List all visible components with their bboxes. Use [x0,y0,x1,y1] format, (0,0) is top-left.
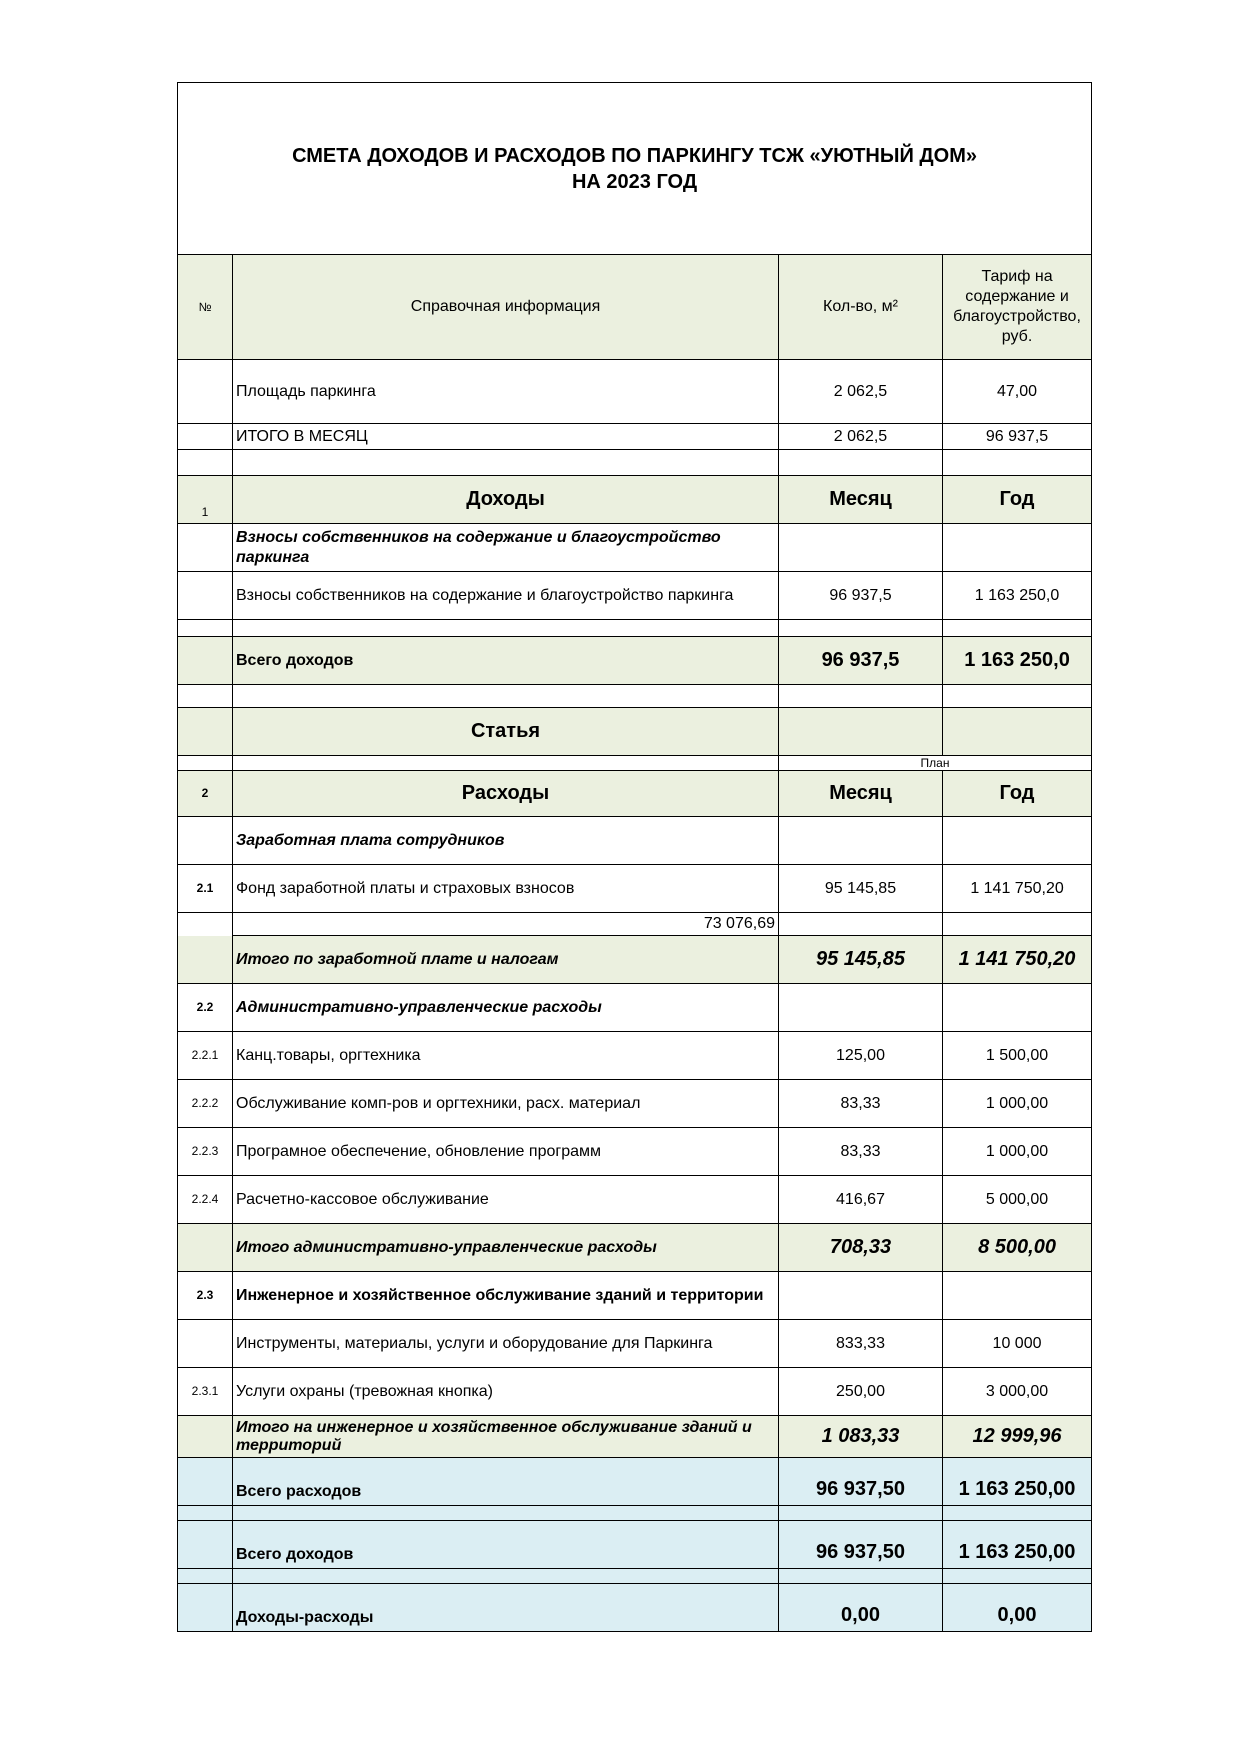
expense-row [178,1128,1092,1176]
title-row [178,83,1092,255]
income-header: Доходы [233,476,779,524]
expense-row [178,1080,1092,1128]
info-row-tariff: 96 937,5 [943,424,1092,450]
income-row-month: 96 937,5 [779,572,943,620]
admin-title-row [178,984,1092,1032]
summary-row [178,1521,1092,1569]
income-total-month: 96 937,5 [779,637,943,685]
info-row-qty: 2 062,5 [779,360,943,424]
summary-label: Всего доходов [233,1521,779,1569]
admin-title: Административно-управленческие расходы [233,984,779,1032]
summary-year: 1 163 250,00 [943,1458,1092,1506]
article-header: Статья [233,708,779,756]
plan-row [178,756,1092,771]
income-group-title-row [178,524,1092,572]
expense-row-no: 2.2.2 [178,1080,233,1128]
expense-row-month: 83,33 [779,1080,943,1128]
admin-total-row [178,1224,1092,1272]
expense-row [178,1032,1092,1080]
spacer-row [178,1506,1092,1521]
expense-row [178,1368,1092,1416]
salary-total-label: Итого по заработной плате и налогам [233,936,779,984]
income-section-no: 1 [178,476,233,524]
income-row [178,572,1092,620]
eng-total-month: 1 083,33 [779,1416,943,1458]
expense-header-row [178,771,1092,817]
spacer-row [178,1569,1092,1584]
expense-row-no: 2.1 [178,865,233,913]
expense-header: Расходы [233,771,779,817]
eng-title-row [178,1272,1092,1320]
expense-row-year: 1 000,00 [943,1080,1092,1128]
admin-section-no: 2.2 [178,984,233,1032]
expense-row-label: Фонд заработной платы и страховых взносов [233,865,779,913]
info-header-label: Справочная информация [233,255,779,360]
salary-total-row [178,936,1092,984]
info-row-label: ИТОГО В МЕСЯЦ [233,424,779,450]
expense-row-month: 95 145,85 [779,865,943,913]
expense-row-year: 5 000,00 [943,1176,1092,1224]
expense-row-no: 2.2.4 [178,1176,233,1224]
salary-title: Заработная плата сотрудников [233,817,779,865]
expense-row-no: 2.2.1 [178,1032,233,1080]
salary-title-row [178,817,1092,865]
title-line-2: НА 2023 ГОД [571,170,698,193]
income-header-row [178,476,1092,524]
eng-total-label: Итого на инженерное и хозяйственное обслуживание зданий и территорий [233,1416,779,1458]
expense-row-label: Расчетно-кассовое обслуживание [233,1176,779,1224]
expense-section-no: 2 [178,771,233,817]
income-row-label: Взносы собственников на содержание и благоустройство паркинга [233,572,779,620]
expense-row [178,865,1092,913]
info-row-label: Площадь паркинга [233,360,779,424]
document-title [178,83,1092,255]
expense-row-month: 833,33 [779,1320,943,1368]
eng-title: Инженерное и хозяйственное обслуживание зданий и территории [233,1272,779,1320]
salary-note-row [178,913,1092,936]
expense-row-year: 1 141 750,20 [943,865,1092,913]
summary-month: 96 937,50 [779,1458,943,1506]
spacer-row [178,685,1092,708]
eng-total-row [178,1416,1092,1458]
plan-label: План [779,756,1092,771]
admin-total-label: Итого административно-управленческие расходы [233,1224,779,1272]
budget-sheet [177,82,1091,1632]
info-row-qty: 2 062,5 [779,424,943,450]
info-row [178,424,1092,450]
salary-total-year: 1 141 750,20 [943,936,1092,984]
info-header-row [178,255,1092,360]
summary-year: 0,00 [943,1584,1092,1632]
income-row-year: 1 163 250,0 [943,572,1092,620]
budget-table [177,82,1092,1632]
salary-total-month: 95 145,85 [779,936,943,984]
expense-row-month: 83,33 [779,1128,943,1176]
summary-label: Всего расходов [233,1458,779,1506]
summary-row [178,1584,1092,1632]
expense-row-year: 1 500,00 [943,1032,1092,1080]
income-total-label: Всего доходов [233,637,779,685]
income-total-row [178,637,1092,685]
income-group-title: Взносы собственников на содержание и благоустройство паркинга [233,524,779,572]
article-header-row [178,708,1092,756]
summary-month: 96 937,50 [779,1521,943,1569]
expense-row-month: 125,00 [779,1032,943,1080]
income-col-month: Месяц [779,476,943,524]
info-row-no [178,360,233,424]
expense-row-label: Канц.товары, оргтехника [233,1032,779,1080]
info-header-no: № [178,255,233,360]
eng-section-no: 2.3 [178,1272,233,1320]
title-line-1: СМЕТА ДОХОДОВ И РАСХОДОВ ПО ПАРКИНГУ ТСЖ «УЮТНЫЙ ДОМ» [292,144,977,167]
expense-col-month: Месяц [779,771,943,817]
spacer-row [178,450,1092,476]
expense-row [178,1320,1092,1368]
eng-total-year: 12 999,96 [943,1416,1092,1458]
spacer-row [178,620,1092,637]
info-row [178,360,1092,424]
expense-row-no: 2.2.3 [178,1128,233,1176]
info-row-tariff: 47,00 [943,360,1092,424]
info-header-tariff: Тариф на содержание и благоустройство, руб. [943,255,1092,360]
info-header-qty: Кол-во, м² [779,255,943,360]
summary-year: 1 163 250,00 [943,1521,1092,1569]
admin-total-month: 708,33 [779,1224,943,1272]
salary-note-value: 73 076,69 [233,913,779,936]
expense-row-year: 1 000,00 [943,1128,1092,1176]
admin-total-year: 8 500,00 [943,1224,1092,1272]
summary-label: Доходы-расходы [233,1584,779,1632]
expense-row-month: 250,00 [779,1368,943,1416]
expense-row-label: Услуги охраны (тревожная кнопка) [233,1368,779,1416]
expense-row-label: Програмное обеспечение, обновление программ [233,1128,779,1176]
summary-row [178,1458,1092,1506]
expense-row [178,1176,1092,1224]
summary-month: 0,00 [779,1584,943,1632]
income-col-year: Год [943,476,1092,524]
info-row-no [178,424,233,450]
expense-row-month: 416,67 [779,1176,943,1224]
expense-row-year: 3 000,00 [943,1368,1092,1416]
expense-row-no [178,1320,233,1368]
expense-row-label: Инструменты, материалы, услуги и оборудование для Паркинга [233,1320,779,1368]
expense-row-no: 2.3.1 [178,1368,233,1416]
income-total-year: 1 163 250,0 [943,637,1092,685]
expense-row-year: 10 000 [943,1320,1092,1368]
expense-col-year: Год [943,771,1092,817]
expense-row-label: Обслуживание комп-ров и оргтехники, расх. материал [233,1080,779,1128]
